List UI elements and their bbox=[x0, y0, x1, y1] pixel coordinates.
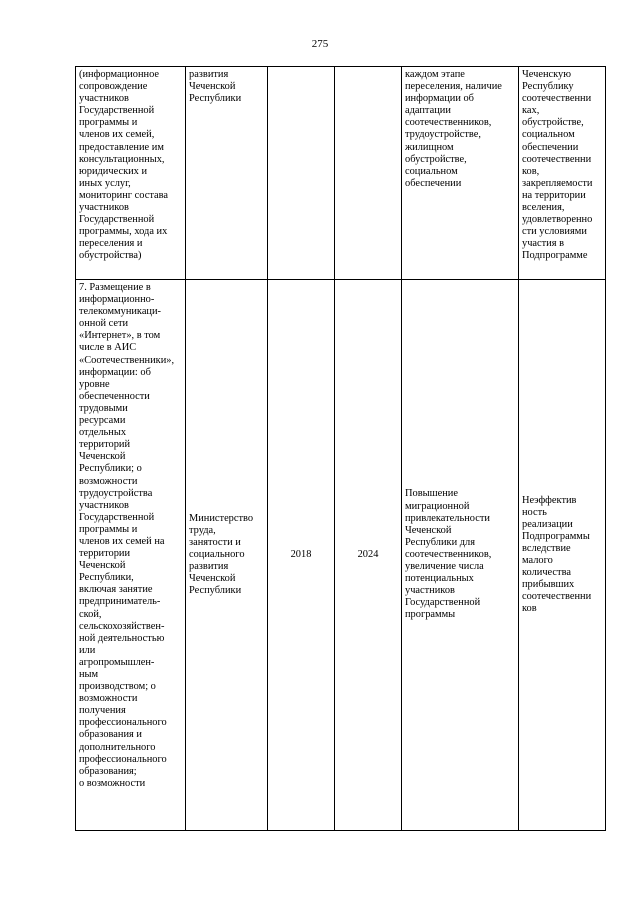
start-year-cell bbox=[268, 67, 335, 280]
result-cell: каждом этапе переселения, наличие информации об адаптации соотечественников, трудоустройстве, жилищном обустройстве, социальном обеспечении bbox=[402, 67, 519, 280]
executor-cell: развития Чеченской Республики bbox=[186, 67, 268, 280]
table-row bbox=[76, 280, 606, 831]
table-row bbox=[76, 67, 606, 280]
page-number: 275 bbox=[311, 38, 329, 50]
executor-cell: Министерство труда, занятости и социального развития Чеченской Республики bbox=[186, 280, 268, 831]
measure-cell: (информационное сопровождение участников Государственной программы и членов их семей, предоставление им консультационных, юридических и иных услуг, мониторинг состава участников Государственной программы, хода их переселения и обустройства) bbox=[76, 67, 186, 280]
risk-cell: Неэффектив ность реализации Подпрограммы вследствие малого количества прибывших соотечественни ков bbox=[519, 280, 606, 831]
measure-cell: 7. Размещение в информационно- телекоммуникаци- онной сети «Интернет», в том числе в АИС «Соотечественники», информации: об уровне обеспеченности трудовыми ресурсами отдельных территорий Чеченской Республики; о возможности трудоустройства участников Государственной программы и членов их семей на территории Чеченской Республики, включая занятие предприниматель- ской, сельскохозяйствен- ной деятельностью или агропромышлен- ным производством; о возможности получения профессионального образования и дополнительного профессионального образования; о возможности bbox=[76, 280, 186, 831]
end-year-cell bbox=[335, 67, 402, 280]
risk-cell: Чеченскую Республику соотечественни ках, обустройстве, социальном обеспечении соотечественни ков, закрепляемости на территории вселения, удовлетворенно сти условиями участия в Подпрограмме bbox=[519, 67, 606, 280]
measures-table bbox=[75, 66, 606, 831]
end-year-cell: 2024 bbox=[335, 280, 402, 831]
start-year-cell: 2018 bbox=[268, 280, 335, 831]
result-cell: Повышение миграционной привлекательности Чеченской Республики для соотечественников, увеличение числа потенциальных участников Государственной программы bbox=[402, 280, 519, 831]
